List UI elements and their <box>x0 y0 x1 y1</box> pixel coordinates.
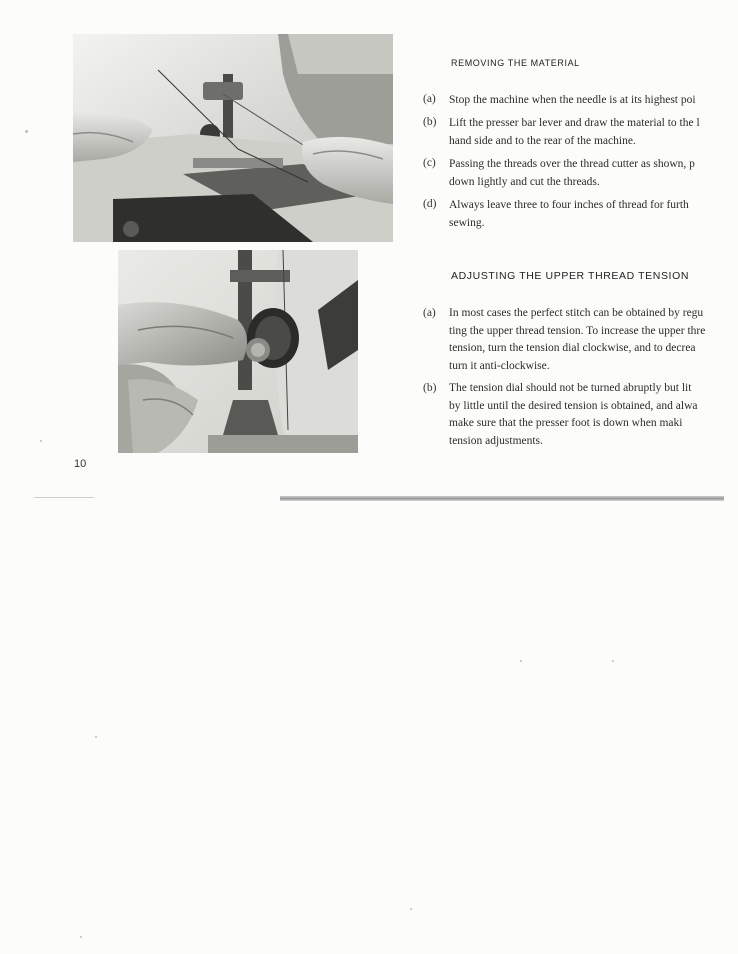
page-number: 10 <box>74 458 87 470</box>
scan-speck <box>520 660 522 662</box>
text-line: tension adjustments. <box>449 434 543 447</box>
page-rule-left <box>34 497 94 498</box>
text-line: down lightly and cut the threads. <box>449 175 600 188</box>
text-line: tension, turn the tension dial clockwise, and to decrea <box>449 342 696 354</box>
text-line: The tension dial should not be turned abruptly but lit <box>449 382 692 394</box>
page-bottom-rule <box>280 496 724 501</box>
text-line: hand side and to the rear of the machine. <box>449 134 636 147</box>
text-line: make sure that the presser foot is down when maki <box>449 417 683 429</box>
text-line: ting the upper thread tension. To increase the upper thre <box>449 324 706 337</box>
section-heading-upper-thread-tension: ADJUSTING THE UPPER THREAD TENSION <box>451 270 690 282</box>
sewing-machine-image <box>73 34 393 242</box>
tension-dial-photo <box>118 250 358 453</box>
text-line: sewing. <box>449 216 485 229</box>
list-marker: (d) <box>423 198 437 210</box>
list-marker: (b) <box>423 382 437 394</box>
scan-speck <box>25 130 28 133</box>
list-item <box>449 197 738 232</box>
section-heading-removing-material: REMOVING THE MATERIAL <box>451 58 580 68</box>
text-line: Passing the threads over the thread cutter as shown, p <box>449 158 695 170</box>
text-line: Stop the machine when the needle is at its highest poi <box>449 94 696 106</box>
list-item <box>449 156 738 191</box>
scan-speck <box>410 908 412 910</box>
list-item <box>449 305 738 375</box>
scan-speck <box>80 936 82 938</box>
list-marker: (a) <box>423 307 436 319</box>
text-line: by little until the desired tension is obtained, and alwa <box>449 399 698 412</box>
list-marker: (a) <box>423 93 436 105</box>
list-item <box>449 380 738 450</box>
list-marker: (c) <box>423 157 436 169</box>
page-crop-edge <box>724 40 738 460</box>
text-line: turn it anti-clockwise. <box>449 359 550 372</box>
scan-speck <box>612 660 614 662</box>
list-item <box>449 92 738 110</box>
list-marker: (b) <box>423 116 437 128</box>
text-line: In most cases the perfect stitch can be obtained by regu <box>449 307 704 319</box>
scan-speck <box>95 736 97 738</box>
tension-dial-image <box>118 250 358 453</box>
text-line: Always leave three to four inches of thread for furth <box>449 199 689 211</box>
text-line: Lift the presser bar lever and draw the material to the l <box>449 117 700 129</box>
scan-speck <box>40 440 42 442</box>
thread-cutter-photo <box>73 34 393 242</box>
list-item <box>449 115 738 150</box>
